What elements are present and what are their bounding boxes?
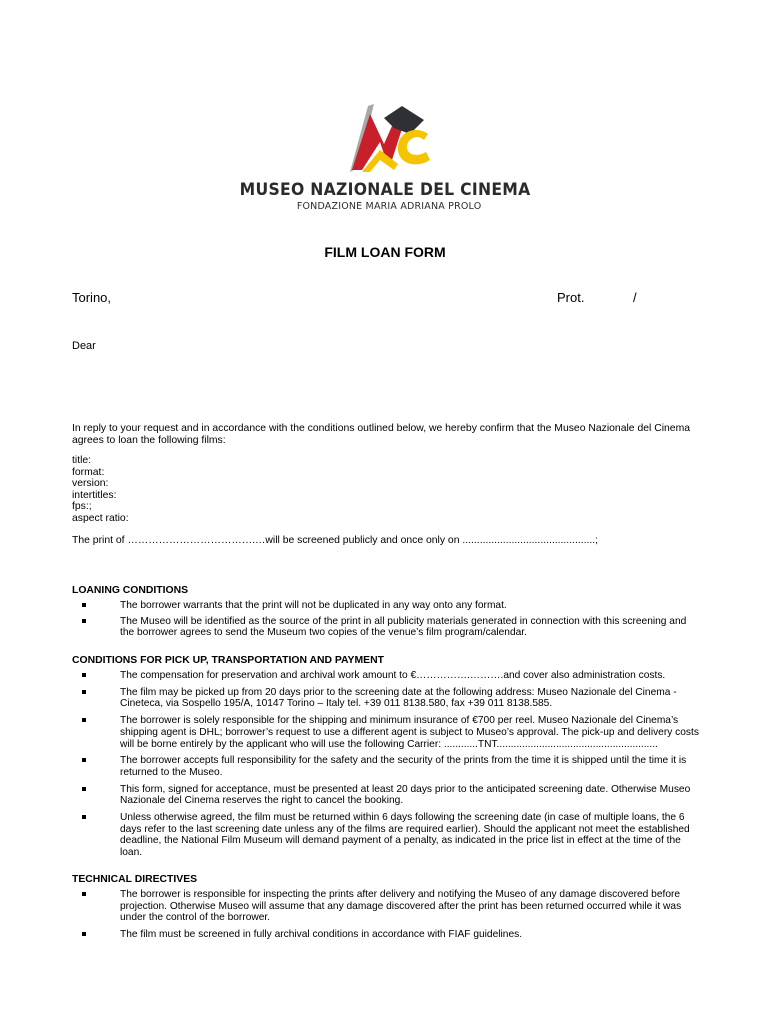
field-fps: fps:;: [72, 501, 92, 513]
bullet-square-icon: [82, 815, 86, 819]
list-item: The borrower is solely responsible for the shipping and minimum insurance of €700 per reel. Museo Nazionale del Cinema’s shipping agent is DHL; borrower’s request to use a different agent is subject to Museo’s approval. The pick-up and delivery costs will be borne entirely by the applicant who will use the following Carrier: ............TNT.........................................................: [72, 715, 702, 750]
foundation-name: FONDAZIONE MARIA ADRIANA PROLO: [296, 201, 482, 212]
bullet-square-icon: [82, 932, 86, 936]
list-item: The borrower accepts full responsibility for the safety and the security of the prints from the time it is shipped until the time it is returned to the Museo.: [72, 755, 702, 778]
list-item: The compensation for preservation and archival work amount to €…………….……….and cover also administration costs.: [72, 670, 702, 682]
place-label: Torino,: [72, 290, 112, 305]
bullet-square-icon: [82, 758, 86, 762]
bullet-square-icon: [82, 603, 86, 607]
list-item: The borrower is responsible for inspecting the prints after delivery and notifying the Museo of any damage discovered before projection. Otherwise Museo will assume that any damage discovered after the print has been returned occurred while it was under the control of the borrower.: [72, 889, 702, 924]
protocol-label: Prot.: [557, 290, 585, 305]
list-item: The film must be screened in fully archival conditions in accordance with FIAF guidelines.: [72, 929, 702, 941]
bullet-square-icon: [82, 787, 86, 791]
form-title: FILM LOAN FORM: [324, 244, 446, 260]
museum-name: MUSEO NAZIONALE DEL CINEMA: [239, 180, 531, 200]
protocol-slash: /: [633, 290, 637, 305]
loaning-conditions-list: [72, 600, 702, 639]
field-format: format:: [72, 466, 105, 478]
field-title: title:: [72, 455, 92, 466]
film-fields: [72, 455, 129, 525]
list-item: The film may be picked up from 20 days prior to the screening date at the following address: Museo Nazionale del Cinema - Cineteca, via Sospello 195/A, 10147 Torino – Italy tel. +39 011 8138.580, fax +39 011 8138.585.: [72, 687, 702, 710]
technical-directives-list: [72, 889, 702, 941]
bullet-square-icon: [82, 892, 86, 896]
museo-cinema-logo: [340, 100, 436, 176]
list-item: The borrower warrants that the print will not be duplicated in any way onto any format.: [72, 600, 702, 612]
bullet-square-icon: [82, 690, 86, 694]
field-intertitles: intertitles:: [72, 489, 117, 501]
intro-paragraph: In reply to your request and in accordance with the conditions outlined below, we hereby confirm that the Museo Nazionale del Cinema agrees to loan the following films:: [72, 423, 691, 446]
bullet-square-icon: [82, 673, 86, 677]
list-item: The Museo will be identified as the source of the print in all publicity materials generated in connection with this screening and the borrower agrees to send the Museum two copies of the venue’s film program/calendar.: [72, 616, 702, 639]
list-item: This form, signed for acceptance, must be presented at least 20 days prior to the anticipated screening date. Otherwise Museo Nazionale del Cinema reserves the right to cancel the booking.: [72, 784, 702, 807]
field-version: version:: [72, 478, 109, 490]
salutation: Dear: [72, 340, 96, 352]
bullet-square-icon: [82, 718, 86, 722]
section-title-pickup-transport-payment: CONDITIONS FOR PICK UP, TRANSPORTATION AND PAYMENT: [72, 655, 384, 666]
bullet-square-icon: [82, 619, 86, 623]
section-title-technical-directives: TECHNICAL DIRECTIVES: [72, 874, 198, 885]
list-item: Unless otherwise agreed, the film must be returned within 6 days following the screening date (in case of multiple loans, the 6 days refer to the last screening date unless any of the films are required earlier). Should the applicant not meet the established deadline, the National Film Museum will demand payment of a penalty, as indicated in the price list in effect at the time of the loan.: [72, 812, 702, 859]
pickup-conditions-list: [72, 670, 702, 859]
section-title-loaning-conditions: LOANING CONDITIONS: [72, 585, 189, 596]
print-screening-line: The print of ……………………………….…will be screened publicly and once only on ..............................................;: [72, 535, 599, 546]
field-aspect-ratio: aspect ratio:: [72, 512, 129, 524]
